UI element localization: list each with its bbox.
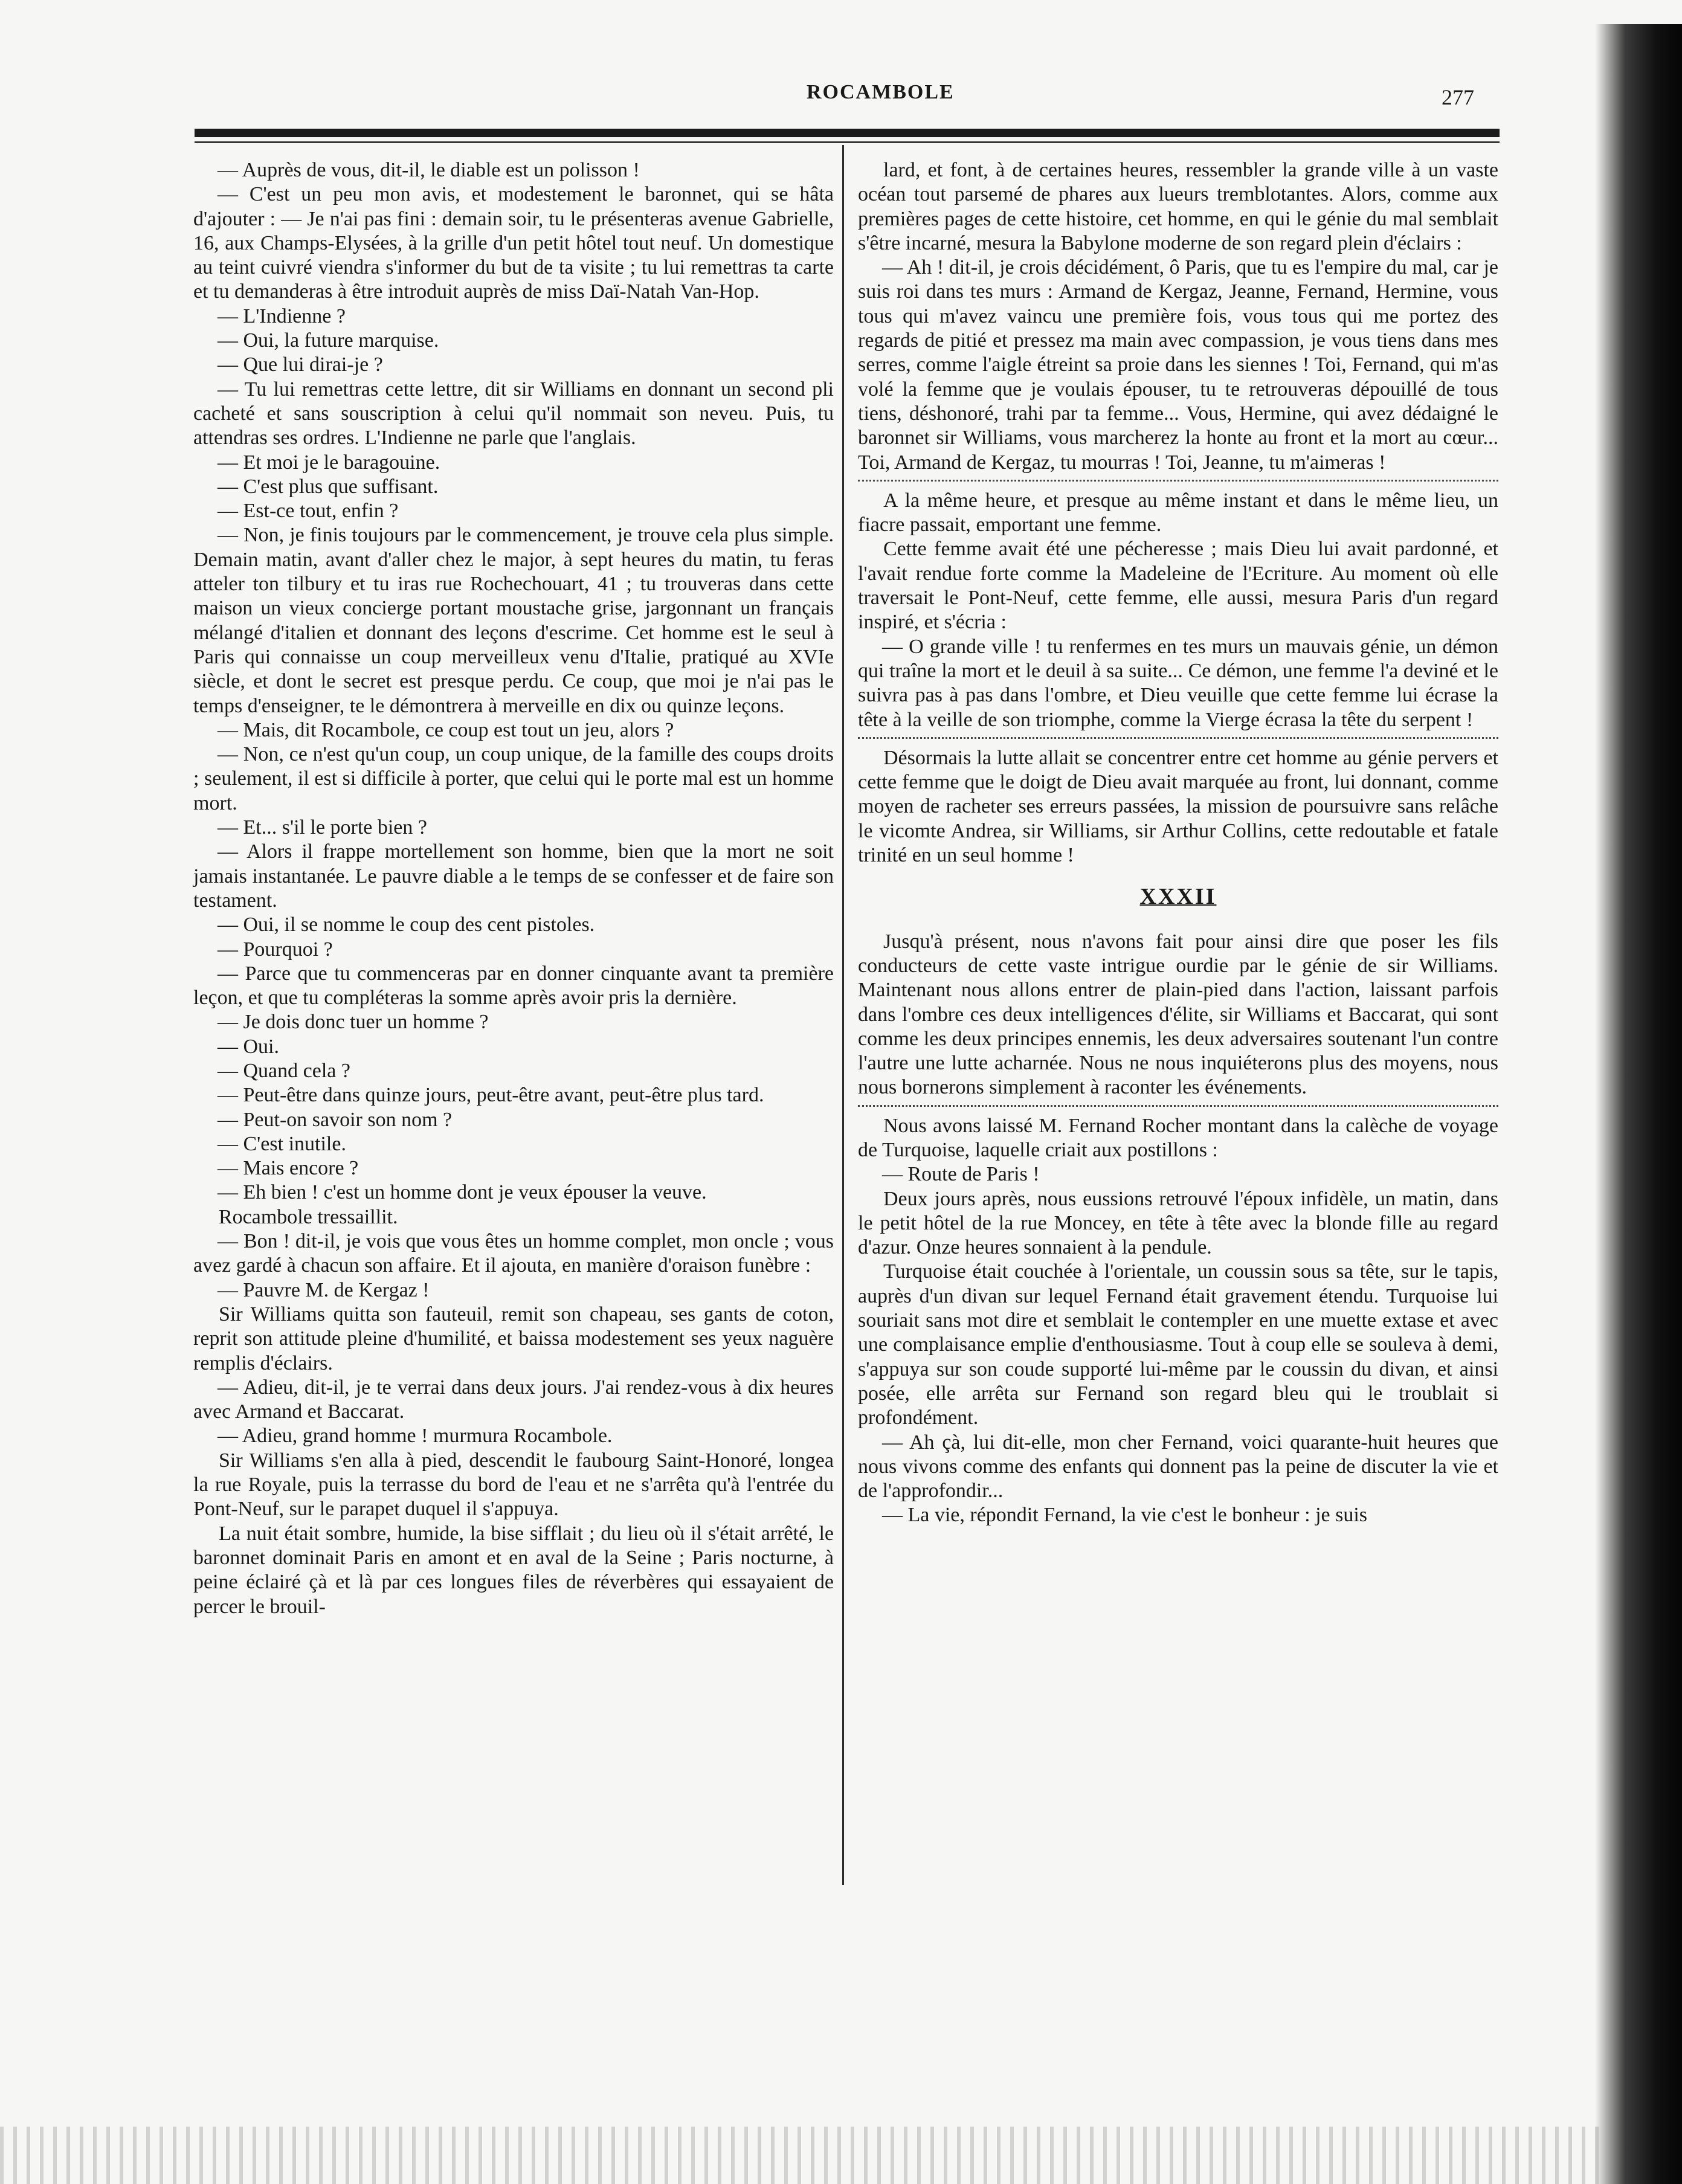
paragraph: — Ah ! dit-il, je crois décidément, ô Paris, que tu es l'empire du mal, car je suis roi dans tes murs : Armand de Kergaz, Jeanne, Fernand, Hermine, vous tous qui m'avez vaincu une première fois, vous tous qui me portez des regards de pitié et pressez ma main avec compassion, je vous tiens dans mes serres, comme l'aigle étreint sa proie dans les siennes ! Toi, Fernand, qui m'as volé la femme que je voulais épouser, tu te retrouveras dépouillé de tous tiens, déshonoré, trahi par ta femme... Vous, Hermine, qui avez dédaigné le baronnet sir Williams, vous marcherez la honte au front et la mort au cœur... Toi, Armand de Kergaz, tu mourras ! Toi, Jeanne, tu m'aimeras !	[858, 256, 1498, 474]
paragraph: Jusqu'à présent, nous n'avons fait pour ainsi dire que poser les fils conducteurs de cette vaste intrigue ourdie par le génie de sir Williams. Maintenant nous allons entrer de plain-pied dans l'action, laissant parfois dans l'ombre ces deux intelligences d'élite, sir Williams et Baccarat, qui sont comme les deux principes ennemis, les deux adversaires soutenant l'un contre l'autre une lutte acharnée. Nous ne nous inquiéterons plus des moyens, nous nous bornerons simplement à raconter les événements.	[858, 930, 1498, 1099]
paragraph: — Bon ! dit-il, je vois que vous êtes un homme complet, mon oncle ; vous avez gardé à chacun son affaire. Et il ajouta, en manière d'oraison funèbre :	[193, 1230, 834, 1277]
paragraph: Désormais la lutte allait se concentrer entre cet homme au génie pervers et cette femme que le doigt de Dieu avait marquée au front, lui donnant, comme moyen de racheter ses erreurs passées, la mission de poursuivre sans relâche le vicomte Andrea, sir Williams, sir Arthur Collins, cette redoutable et fatale trinité en un seul homme !	[858, 746, 1498, 867]
paragraph: — Mais encore ?	[218, 1157, 359, 1180]
paragraph: Cette femme avait été une pécheresse ; mais Dieu lui avait pardonné, et l'avait rendue forte comme la Madeleine de l'Ecriture. Au moment où elle traversait le Pont-Neuf, cette femme, elle aussi, mesura Paris d'un regard inspiré, et s'écria :	[858, 538, 1498, 634]
paragraph: A la même heure, et presque au même instant et dans le même lieu, un fiacre passait, emportant une femme.	[858, 489, 1498, 536]
paragraph: — C'est inutile.	[218, 1132, 346, 1155]
paragraph: Rocambole tressaillit.	[219, 1205, 398, 1228]
paragraph: lard, et font, à de certaines heures, ressembler la grande ville à un vaste océan tout parsemé de phares aux lueurs tremblotantes. Alors, comme aux premières pages de cette histoire, cet homme, en qui le génie du mal semblait s'être incarné, mesura la Babylone moderne de son regard plein d'éclairs :	[858, 159, 1498, 254]
paragraph: — Adieu, grand homme ! murmura Rocambole.	[218, 1425, 613, 1448]
paragraph: — Peut-être dans quinze jours, peut-être avant, peut-être plus tard.	[218, 1084, 764, 1107]
paragraph: — C'est un peu mon avis, et modestement le baronnet, qui se hâta d'ajouter : — Je n'ai pas fini : demain soir, tu le présenteras avenue Gabrielle, 16, aux Champs-Elysées, à la grille d'un petit hôtel tout neuf. Un domestique au teint cuivré viendra s'informer du but de ta visite ; tu lui remettras ta carte et tu demanderas à être introduit auprès de miss Daï-Natah Van-Hop.	[193, 183, 834, 303]
section-dots	[858, 480, 1498, 482]
paragraph: — Alors il frappe mortellement son homme, bien que la mort ne soit jamais instantanée. Le pauvre diable a le temps de se confesser et de faire son testament.	[193, 840, 834, 912]
paragraph: — Peut-on savoir son nom ?	[218, 1108, 453, 1131]
paragraph: — La vie, répondit Fernand, la vie c'est le bonheur : je suis	[882, 1504, 1368, 1527]
paragraph: — C'est plus que suffisant.	[218, 475, 439, 498]
paragraph: — Adieu, dit-il, je te verrai dans deux jours. J'ai rendez-vous à dix heures avec Armand et Baccarat.	[193, 1376, 834, 1423]
paragraph: — Quand cela ?	[218, 1059, 350, 1082]
paragraph: — Tu lui remettras cette lettre, dit sir Williams en donnant un second pli cacheté et sans souscription à celui qu'il nommait son neveu. Puis, tu attendras ses ordres. L'Indienne ne parle que l'anglais.	[193, 378, 834, 449]
paragraph: — O grande ville ! tu renfermes en tes murs un mauvais génie, un démon qui traîne la mort et le deuil à sa suite... Ce démon, une femme l'a deviné et le suivra pas à pas dans l'ombre, et Dieu veuille que cette femme lui écrase la tête à la veille de son triomphe, comme la Vierge écrasa la tête du serpent !	[858, 635, 1498, 731]
paragraph: — Non, ce n'est qu'un coup, un coup unique, de la famille des coups droits ; seulement, il est si difficile à porter, que celui qui le porte mal est un homme mort.	[193, 743, 834, 814]
paragraph: — Route de Paris !	[882, 1163, 1040, 1186]
running-title: ROCAMBOLE	[807, 81, 955, 103]
paragraph: — Oui, il se nomme le coup des cent pistoles.	[218, 913, 595, 936]
paragraph: — Non, je finis toujours par le commencement, je trouve cela plus simple. Demain matin, avant d'aller chez le major, à sept heures du matin, tu feras atteler ton tilbury et tu iras rue Rochechouart, 41 ; tu trouveras dans cette maison un vieux concierge portant moustache grise, jargonnant un français mélangé d'italien et donnant des leçons d'escrime. Cet homme est le seul à Paris qui connaisse un coup merveilleux venu d'Italie, pratiqué au XVIe siècle, et dont le secret est presque perdu. Ce coup, que moi je n'ai pas le temps d'enseigner, te le démontrera à merveille en dix ou quinze leçons.	[193, 524, 834, 717]
section-dots	[858, 1105, 1498, 1107]
paragraph: — Je dois donc tuer un homme ?	[218, 1011, 489, 1034]
paragraph: Turquoise était couchée à l'orientale, un coussin sous sa tête, sur le tapis, auprès d'un divan sur lequel Fernand était gravement étendu. Turquoise lui souriait sans mot dire et semblait le contempler en une muette extase et avec une complaisance emplie d'enthousiasme. Tout à coup elle se souleva à demi, s'appuya sur son coude supporté lui-même par le coussin du divan, et ainsi posée, elle arrêta sur Fernand son regard bleu qui le troublait si profondément.	[858, 1260, 1498, 1429]
page-number: 277	[1442, 85, 1474, 109]
paragraph: — Ah çà, lui dit-elle, mon cher Fernand, voici quarante-huit heures que nous vivons comme des enfants qui donnent pas la peine de discuter la vie et de l'approfondir...	[858, 1431, 1498, 1503]
paragraph: — Pauvre M. de Kergaz !	[218, 1278, 430, 1301]
paragraph: — Que lui dirai-je ?	[218, 353, 383, 376]
paragraph: Deux jours après, nous eussions retrouvé l'époux infidèle, un matin, dans le petit hôtel de la rue Moncey, en tête à tête avec la blonde fille au regard d'azur. Onze heures sonnaient à la pendule.	[858, 1187, 1498, 1259]
right-section-e	[858, 1114, 1498, 1528]
paragraph: — Mais, dit Rocambole, ce coup est tout un jeu, alors ?	[218, 718, 674, 741]
right-column	[858, 158, 1498, 1528]
chapter-heading: XXXII	[1139, 884, 1217, 910]
right-section-c	[858, 746, 1498, 868]
scan-edge-shadow	[1595, 24, 1682, 2184]
right-section-b	[858, 489, 1498, 732]
paragraph: — Pourquoi ?	[218, 938, 333, 961]
right-section-a	[858, 158, 1498, 475]
scan-bottom-noise	[0, 2127, 1607, 2184]
paragraph: — Oui.	[218, 1035, 279, 1058]
section-dots	[858, 737, 1498, 739]
paragraph: Sir Williams quitta son fauteuil, remit son chapeau, ses gants de coton, reprit son attitude pleine d'humilité, et baissa modestement ses yeux naguère remplis d'éclairs.	[193, 1303, 834, 1374]
paragraph: — L'Indienne ?	[218, 304, 346, 327]
paragraph: — Et moi je le baragouine.	[218, 451, 440, 474]
paragraph: — Parce que tu commenceras par en donner cinquante avant ta première leçon, et que tu compléteras la somme après avoir pris la dernière.	[193, 962, 834, 1010]
paragraph: Nous avons laissé M. Fernand Rocher montant dans la calèche de voyage de Turquoise, laquelle criait aux postillons :	[858, 1114, 1498, 1161]
header-rule-thin	[195, 141, 1500, 143]
paragraph: — Oui, la future marquise.	[218, 329, 439, 352]
paragraph: — Est-ce tout, enfin ?	[218, 500, 399, 523]
column-divider	[842, 145, 844, 1885]
header-rule-thick	[195, 129, 1500, 137]
paragraph: — Auprès de vous, dit-il, le diable est un polisson !	[218, 159, 640, 181]
left-column	[193, 158, 834, 1619]
paragraph: — Eh bien ! c'est un homme dont je veux épouser la veuve.	[218, 1181, 707, 1204]
paragraph: La nuit était sombre, humide, la bise sifflait ; du lieu où il s'était arrêté, le baronnet dominait Paris en amont et en aval de la Seine ; Paris nocturne, à peine éclairé çà et là par ces longues files de réverbères qui essayaient de percer le brouil-	[193, 1522, 834, 1618]
paragraph: — Et... s'il le porte bien ?	[218, 816, 427, 839]
paragraph: Sir Williams s'en alla à pied, descendit le faubourg Saint-Honoré, longea la rue Royale, puis la terrasse du bord de l'eau et ne s'arrêta qu'à l'entrée du Pont-Neuf, sur le parapet duquel il s'appuya.	[193, 1449, 834, 1521]
right-section-d	[858, 930, 1498, 1100]
